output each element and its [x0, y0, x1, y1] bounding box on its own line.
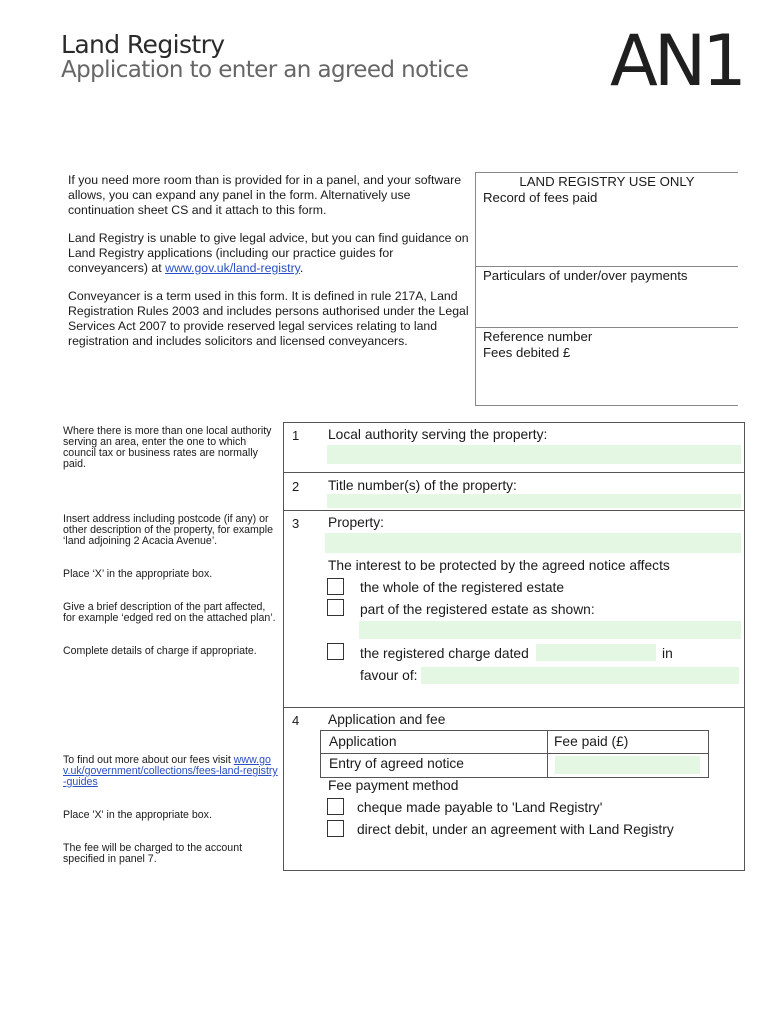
application-type-cell: Entry of agreed notice [329, 756, 464, 771]
fee-paid-input[interactable] [555, 756, 700, 774]
intro-p2-text: Land Registry is unable to give legal advice, but you can find guidance on Land Registry applications (including our practice guides for conveyancers) at [68, 231, 469, 275]
favour-of-label: favour of: [360, 668, 418, 683]
col-fee-header: Fee paid (£) [554, 734, 629, 749]
whole-estate-checkbox[interactable] [327, 578, 344, 595]
registry-divider [476, 266, 738, 267]
cheque-checkbox[interactable] [327, 798, 344, 815]
fees-note-text: To find out more about our fees visit [63, 754, 234, 766]
panel-4-number: 4 [292, 713, 300, 728]
intro-paragraph-3: Conveyancer is a term used in this form. It is defined in rule 217A, Land Registration Rules 2003 and includes persons authorised under the Legal Services Act 2007 to provide reserved legal services relating to land registration and includes solicitors and licensed conveyancers. [68, 289, 469, 348]
title-number-input[interactable] [327, 494, 741, 508]
panel-4-label: Application and fee [328, 712, 446, 727]
record-of-fees-label: Record of fees paid [483, 190, 598, 205]
whole-estate-label: the whole of the registered estate [360, 580, 565, 595]
panel-3-number: 3 [292, 516, 300, 531]
side-note-address: Insert address including postcode (if any) or other description of the property, for example ‘land adjoining 2 Acacia Avenue’. [63, 513, 274, 547]
intro-text [68, 173, 473, 362]
form-title: Application to enter an agreed notice [61, 57, 469, 83]
registry-use-heading: LAND REGISTRY USE ONLY [519, 174, 695, 189]
side-note-fee-account: The fee will be charged to the account specified in panel 7. [63, 842, 243, 865]
intro-paragraph-2 [68, 231, 473, 276]
direct-debit-checkbox[interactable] [327, 820, 344, 837]
reference-number-label: Reference number [483, 329, 593, 344]
interest-label: The interest to be protected by the agreed notice affects [328, 558, 670, 573]
panel-divider [284, 707, 744, 708]
property-input[interactable] [325, 533, 741, 553]
form-panels [283, 422, 745, 871]
panel-1-label: Local authority serving the property: [328, 427, 548, 442]
fees-debited-label: Fees debited £ [483, 345, 571, 360]
registered-charge-checkbox[interactable] [327, 643, 344, 660]
panel-2-number: 2 [292, 479, 300, 494]
form-code: AN1 [610, 20, 743, 102]
in-label: in [662, 646, 673, 661]
col-application-header: Application [329, 734, 397, 749]
side-note-charge: Complete details of charge if appropriate. [63, 645, 257, 657]
charge-date-input[interactable] [536, 644, 656, 661]
panel-divider [284, 472, 744, 473]
registered-charge-label: the registered charge dated [360, 646, 529, 661]
org-name: Land Registry [61, 30, 225, 59]
side-note-part-description: Give a brief description of the part affected, for example ‘edged red on the attached plan’. [63, 601, 276, 624]
panel-1-number: 1 [292, 428, 300, 443]
panel-divider [284, 510, 744, 511]
particulars-label: Particulars of under/over payments [483, 268, 688, 283]
part-estate-checkbox[interactable] [327, 599, 344, 616]
side-note-place-x: Place ‘X’ in the appropriate box. [63, 568, 213, 580]
cheque-label: cheque made payable to 'Land Registry' [357, 800, 603, 815]
panel-2-label: Title number(s) of the property: [328, 478, 517, 493]
side-note-place-x-payment: Place 'X' in the appropriate box. [63, 809, 212, 821]
part-estate-label: part of the registered estate as shown: [360, 602, 595, 617]
fees-guide-link[interactable]: www.gov.uk/government/collections/fees-land-registry-guides [63, 754, 278, 788]
favour-of-input[interactable] [421, 667, 739, 684]
intro-p2-end: . [299, 261, 304, 275]
side-note-fees [63, 755, 278, 788]
panel-3-label: Property: [328, 515, 384, 530]
direct-debit-label: direct debit, under an agreement with Land Registry [357, 822, 674, 837]
side-note-local-authority: Where there is more than one local authority serving an area, enter the one to which council tax or business rates are normally paid. [63, 425, 272, 470]
land-registry-link[interactable]: www.gov.uk/land-registry [165, 261, 300, 275]
intro-paragraph-1: If you need more room than is provided for in a panel, and your software allows, you can expand any panel in the form. Alternatively use continuation sheet CS and it attach to this form. [68, 173, 462, 217]
fee-payment-method-label: Fee payment method [328, 778, 459, 793]
registry-use-box [475, 172, 738, 406]
local-authority-input[interactable] [327, 445, 741, 464]
part-description-input[interactable] [359, 621, 741, 639]
registry-divider [476, 327, 738, 328]
fee-table [320, 730, 709, 778]
fee-table-divider [547, 731, 548, 777]
